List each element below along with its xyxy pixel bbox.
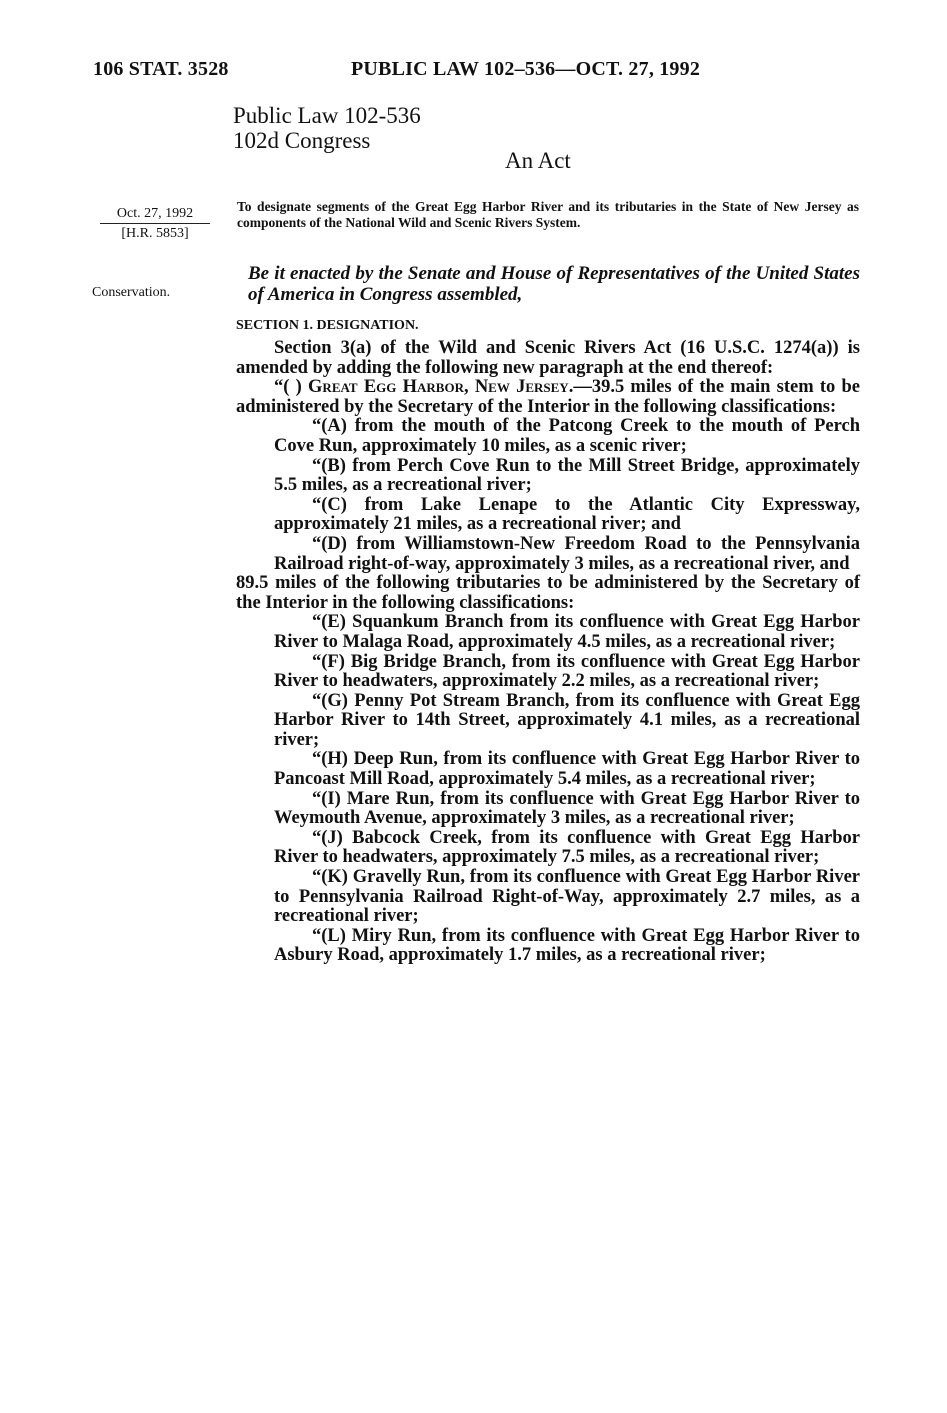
law-and-date-header: PUBLIC LAW 102–536—OCT. 27, 1992 (351, 58, 701, 80)
margin-topic-note: Conservation. (92, 285, 171, 300)
tributary-item: “(I) Mare Run, from its confluence with Great Egg Harbor River to Weymouth Avenue, approximately 3 miles, as a recreational river; (274, 788, 860, 829)
new-paragraph-heading (236, 378, 860, 417)
margin-bill-number: [H.R. 5853] (121, 226, 189, 241)
paragraph-open-mark: “( ) (274, 377, 309, 398)
tributary-item: “(K) Gravelly Run, from its confluence with Great Egg Harbor River to Pennsylvania Railroad Right-of-Way, approximately 2.7 miles, as a recreational river; (274, 867, 860, 927)
main-stem-item: “(D) from Williamstown-New Freedom Road to the Pennsylvania Railroad right-of-way, approximately 3 miles, as a recreational river, and (274, 533, 860, 574)
margin-date: Oct. 27, 1992 (100, 205, 210, 224)
an-act-heading: An Act (505, 148, 571, 173)
tributary-item: “(J) Babcock Creek, from its confluence with Great Egg Harbor River to headwaters, approximately 7.5 miles, as a recreational river; (274, 827, 860, 868)
main-stem-item: “(A) from the mouth of the Patcong Creek to the mouth of Perch Cove Run, approximately 10 miles, as a scenic river; (274, 416, 860, 456)
tributary-item: “(G) Penny Pot Stream Branch, from its confluence with Great Egg Harbor River to 14th Street, approximately 4.1 miles, as a recreational river; (274, 690, 860, 750)
margin-date-note (100, 205, 210, 242)
act-purpose: To designate segments of the Great Egg Harbor River and its tributaries in the State of New Jersey as components of the National Wild and Scenic Rivers System. (237, 199, 859, 230)
main-stem-item: “(C) from Lake Lenape to the Atlantic City Expressway, approximately 21 miles, as a recreational river; and (274, 494, 860, 535)
law-title-block (233, 103, 421, 153)
section-heading: SECTION 1. DESIGNATION. (236, 318, 419, 333)
tributary-item: “(H) Deep Run, from its confluence with Great Egg Harbor River to Pancoast Mill Road, approximately 5.4 miles, as a recreational river; (274, 749, 860, 790)
tributary-item: “(L) Miry Run, from its confluence with Great Egg Harbor River to Asbury Road, approximately 1.7 miles, as a recreational river; (274, 925, 860, 966)
tributary-intro: 89.5 miles of the following tributaries to be administered by the Secretary of the Interior in the following classifications: (236, 573, 860, 613)
section-body (236, 339, 860, 966)
public-law-number: Public Law 102-536 (233, 103, 421, 128)
section-intro: Section 3(a) of the Wild and Scenic Rivers Act (16 U.S.C. 1274(a)) is amended by adding the following new paragraph at the end thereof: (236, 338, 860, 378)
tributary-item: “(F) Big Bridge Branch, from its confluence with Great Egg Harbor River to headwaters, approximately 2.2 miles, as a recreational river; (274, 651, 860, 692)
paragraph-river-name: Great Egg Harbor, New Jersey (308, 377, 569, 398)
main-stem-list (236, 417, 860, 574)
enacting-clause (236, 263, 860, 305)
paragraph-rest: .—39.5 miles of the main stem to be administered by the Secretary of the Interior in the following classifications: (236, 377, 860, 417)
tributary-list (236, 613, 860, 966)
enacting-clause-text: Be it enacted by the Senate and House of Representatives of the United States of America in Congress assembled, (248, 263, 860, 305)
congress-number: 102d Congress (233, 128, 371, 153)
stat-page-number: 106 STAT. 3528 (93, 58, 229, 80)
tributary-item: “(E) Squankum Branch from its confluence with Great Egg Harbor River to Malaga Road, approximately 4.5 miles, as a recreational river; (274, 612, 860, 652)
main-stem-item: “(B) from Perch Cove Run to the Mill Street Bridge, approximately 5.5 miles, as a recreational river; (274, 455, 860, 496)
